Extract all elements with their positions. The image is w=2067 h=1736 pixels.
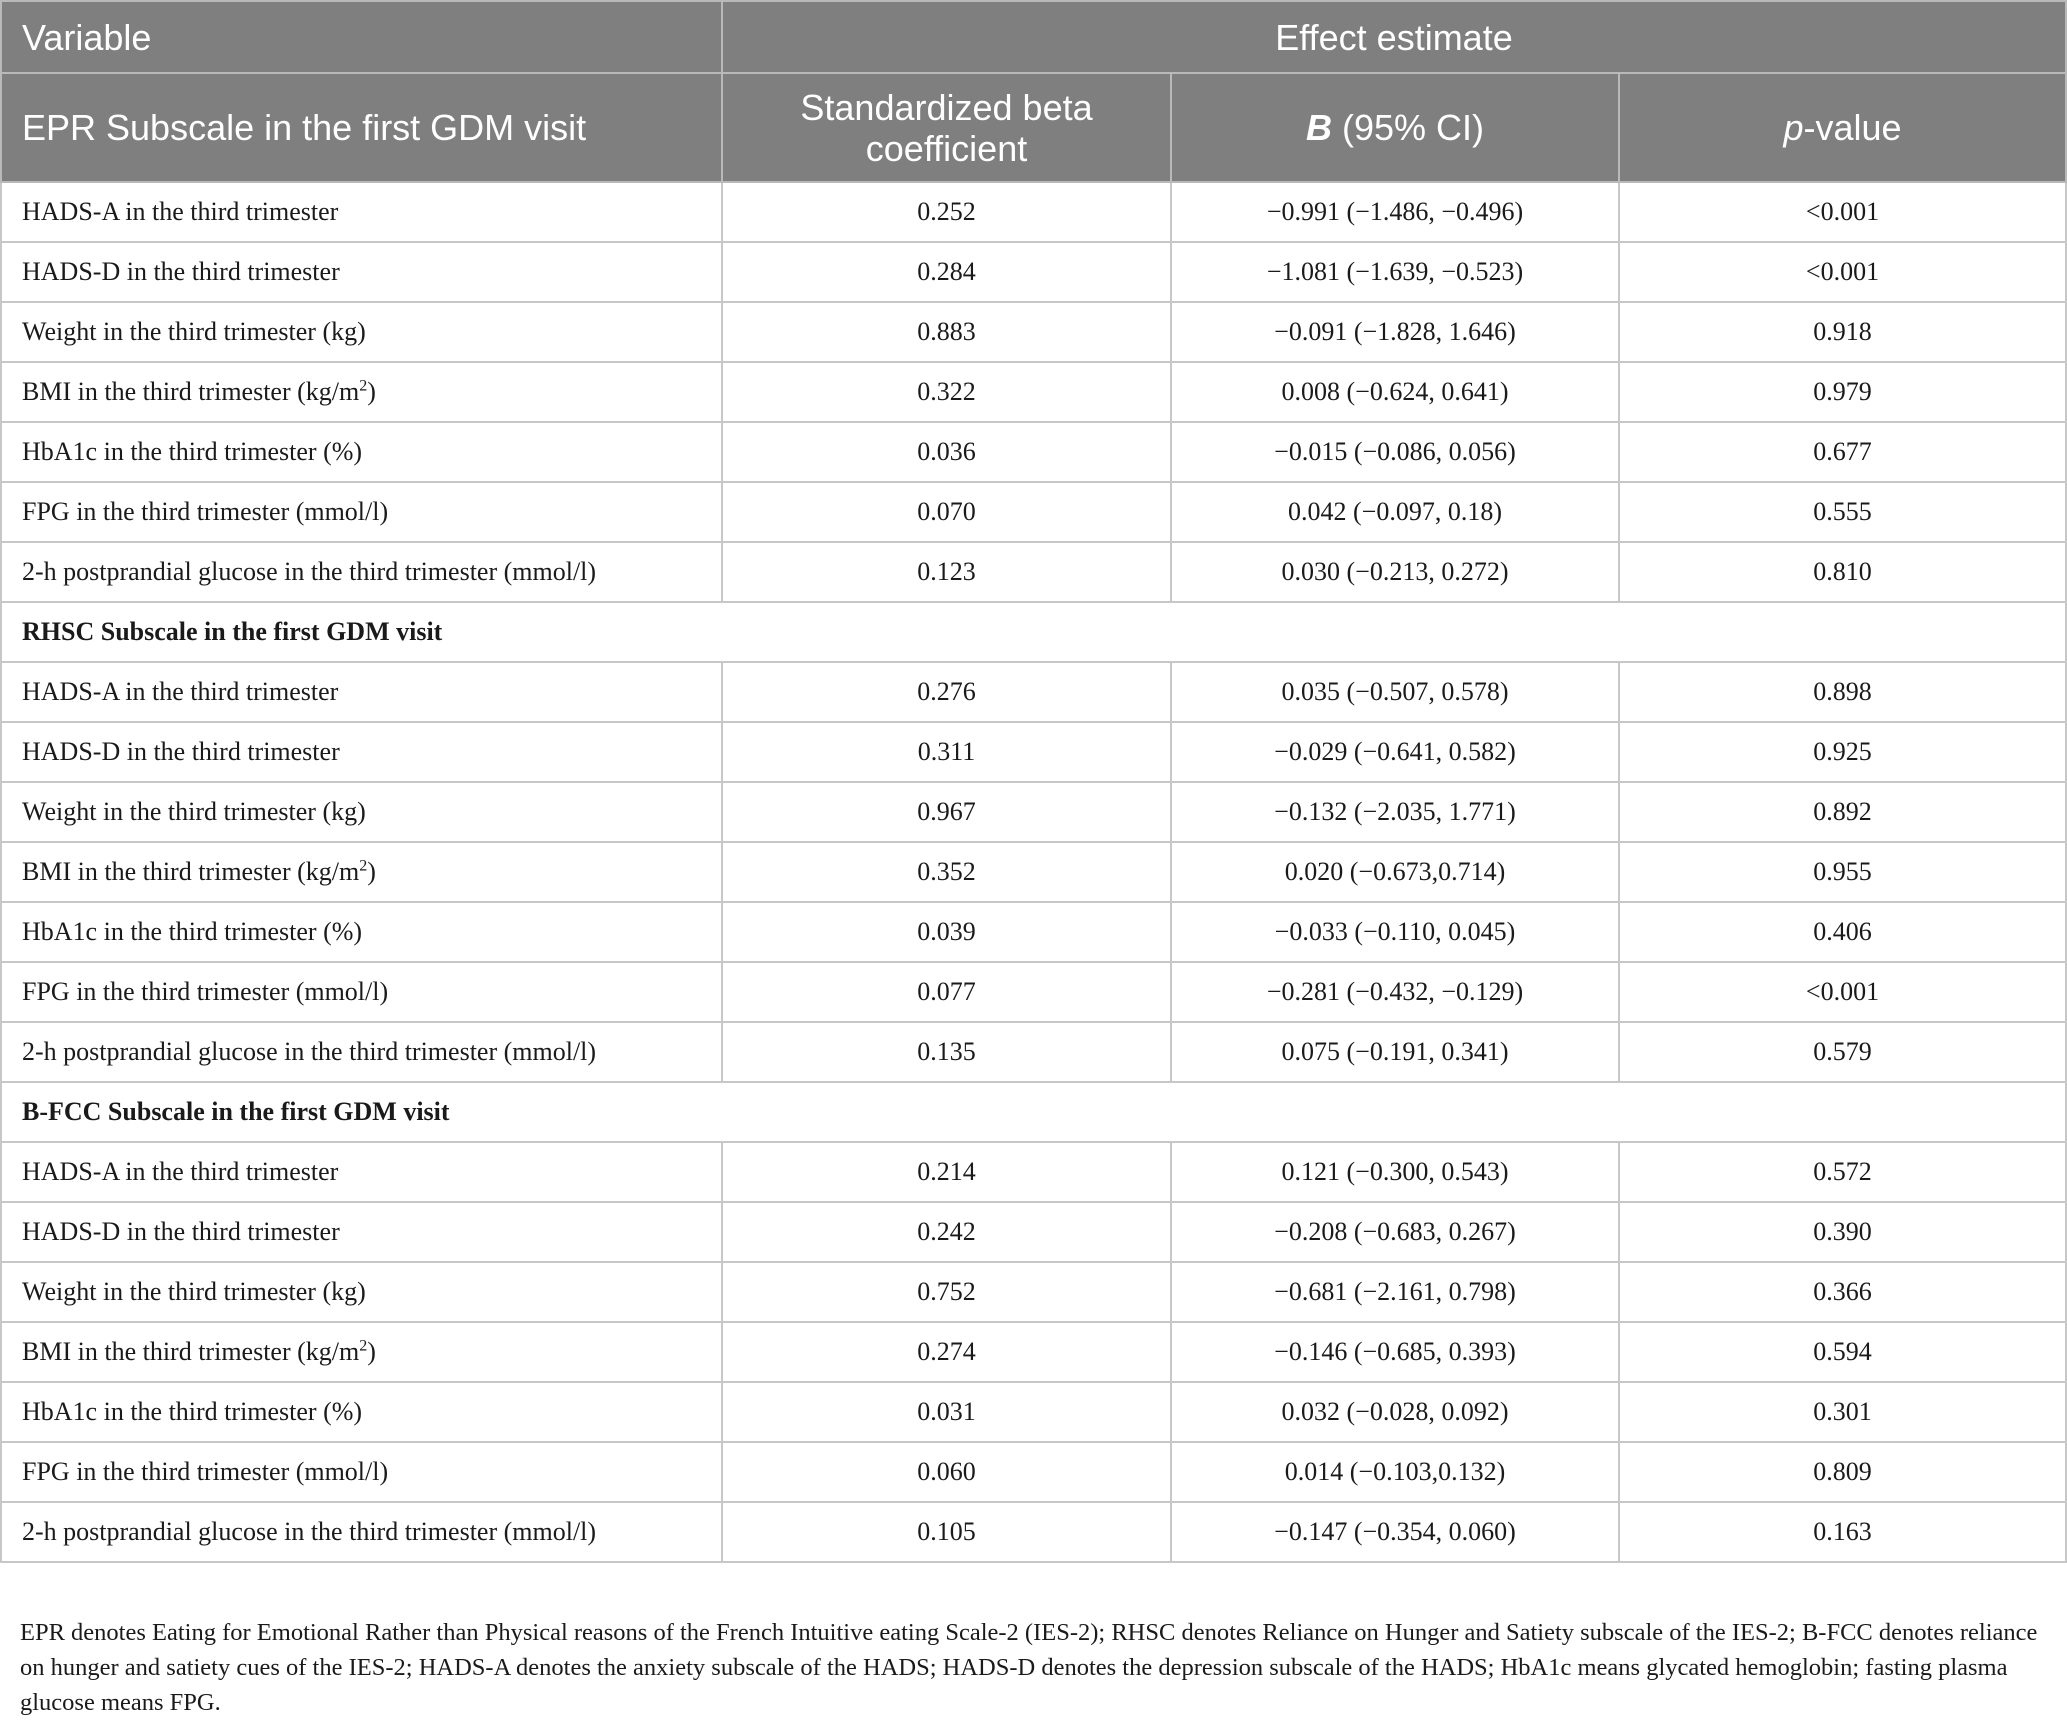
variable-text: HADS-D in the third trimester	[22, 1217, 340, 1246]
p-value-cell: 0.925	[1619, 722, 2066, 782]
variable-cell	[1, 722, 722, 782]
standardized-beta-cell: 0.070	[722, 482, 1171, 542]
standardized-beta-cell: 0.036	[722, 422, 1171, 482]
table-row	[1, 722, 2066, 782]
b-ci-cell: −0.091 (−1.828, 1.646)	[1171, 302, 1619, 362]
header-p-rest: -value	[1803, 107, 1902, 148]
header-effect-estimate: Effect estimate	[722, 1, 2066, 73]
variable-text: FPG in the third trimester (mmol/l)	[22, 497, 389, 526]
header-p-letter: p	[1783, 107, 1804, 148]
header-b-ci	[1171, 73, 1619, 182]
variable-cell	[1, 1022, 722, 1082]
standardized-beta-cell: 0.311	[722, 722, 1171, 782]
section-title: RHSC Subscale in the first GDM visit	[1, 602, 2066, 662]
standardized-beta-cell: 0.284	[722, 242, 1171, 302]
table-row	[1, 902, 2066, 962]
variable-cell	[1, 662, 722, 722]
variable-text: HADS-D in the third trimester	[22, 257, 340, 286]
variable-text: HADS-A in the third trimester	[22, 1157, 339, 1186]
table-row	[1, 662, 2066, 722]
table-body	[1, 182, 2066, 1562]
variable-cell	[1, 902, 722, 962]
variable-cell	[1, 542, 722, 602]
p-value-cell: <0.001	[1619, 182, 2066, 242]
variable-text-end: )	[367, 857, 376, 886]
b-ci-cell: −0.033 (−0.110, 0.045)	[1171, 902, 1619, 962]
standardized-beta-cell: 0.123	[722, 542, 1171, 602]
table-row	[1, 842, 2066, 902]
header-variable: Variable	[1, 1, 722, 73]
header-std-beta-line2: coefficient	[865, 127, 1028, 169]
b-ci-cell: 0.020 (−0.673,0.714)	[1171, 842, 1619, 902]
variable-cell	[1, 302, 722, 362]
standardized-beta-cell: 0.276	[722, 662, 1171, 722]
table-row	[1, 1502, 2066, 1562]
variable-text: HbA1c in the third trimester (%)	[22, 917, 363, 946]
variable-text: Weight in the third trimester (kg)	[22, 1277, 366, 1306]
variable-text-end: )	[367, 377, 376, 406]
table-row	[1, 242, 2066, 302]
standardized-beta-cell: 0.322	[722, 362, 1171, 422]
p-value-cell: 0.810	[1619, 542, 2066, 602]
p-value-cell: 0.572	[1619, 1142, 2066, 1202]
header-std-beta-line1: Standardized beta	[800, 86, 1093, 128]
table-row	[1, 1202, 2066, 1262]
header-b-ci-text: (95% CI)	[1331, 107, 1485, 148]
standardized-beta-cell: 0.967	[722, 782, 1171, 842]
b-ci-cell: 0.014 (−0.103,0.132)	[1171, 1442, 1619, 1502]
variable-cell	[1, 422, 722, 482]
standardized-beta-cell: 0.077	[722, 962, 1171, 1022]
p-value-cell: 0.555	[1619, 482, 2066, 542]
b-ci-cell: −0.132 (−2.035, 1.771)	[1171, 782, 1619, 842]
variable-cell	[1, 1382, 722, 1442]
variable-text: HADS-D in the third trimester	[22, 737, 340, 766]
variable-text-end: )	[367, 1337, 376, 1366]
variable-text: 2-h postprandial glucose in the third trimester (mmol/l)	[22, 1517, 597, 1546]
p-value-cell: <0.001	[1619, 242, 2066, 302]
variable-cell	[1, 1202, 722, 1262]
variable-cell	[1, 962, 722, 1022]
superscript: 2	[359, 377, 368, 395]
standardized-beta-cell: 0.352	[722, 842, 1171, 902]
b-ci-cell: 0.035 (−0.507, 0.578)	[1171, 662, 1619, 722]
b-ci-cell: 0.030 (−0.213, 0.272)	[1171, 542, 1619, 602]
standardized-beta-cell: 0.274	[722, 1322, 1171, 1382]
variable-text: FPG in the third trimester (mmol/l)	[22, 977, 389, 1006]
b-ci-cell: −0.147 (−0.354, 0.060)	[1171, 1502, 1619, 1562]
standardized-beta-cell: 0.883	[722, 302, 1171, 362]
variable-text: 2-h postprandial glucose in the third trimester (mmol/l)	[22, 557, 597, 586]
p-value-cell: 0.955	[1619, 842, 2066, 902]
header-row-2	[1, 73, 2066, 182]
variable-text: Weight in the third trimester (kg)	[22, 317, 366, 346]
variable-cell	[1, 1442, 722, 1502]
section-header-row	[1, 1082, 2066, 1142]
p-value-cell: 0.979	[1619, 362, 2066, 422]
variable-cell	[1, 842, 722, 902]
variable-cell	[1, 1502, 722, 1562]
table-header	[1, 1, 2066, 182]
standardized-beta-cell: 0.242	[722, 1202, 1171, 1262]
p-value-cell: 0.892	[1619, 782, 2066, 842]
variable-cell	[1, 362, 722, 422]
table-row	[1, 182, 2066, 242]
standardized-beta-cell: 0.031	[722, 1382, 1171, 1442]
variable-cell	[1, 1142, 722, 1202]
header-p-value	[1619, 73, 2066, 182]
b-ci-cell: 0.042 (−0.097, 0.18)	[1171, 482, 1619, 542]
variable-cell	[1, 1262, 722, 1322]
standardized-beta-cell: 0.135	[722, 1022, 1171, 1082]
header-row-1	[1, 1, 2066, 73]
variable-cell	[1, 482, 722, 542]
table-row	[1, 422, 2066, 482]
standardized-beta-cell: 0.105	[722, 1502, 1171, 1562]
table-row	[1, 302, 2066, 362]
table-row	[1, 1262, 2066, 1322]
section-title: B-FCC Subscale in the first GDM visit	[1, 1082, 2066, 1142]
variable-text: BMI in the third trimester (kg/m	[22, 1337, 360, 1366]
b-ci-cell: −0.146 (−0.685, 0.393)	[1171, 1322, 1619, 1382]
p-value-cell: 0.809	[1619, 1442, 2066, 1502]
variable-cell	[1, 242, 722, 302]
header-b-letter: B	[1305, 107, 1332, 148]
table-row	[1, 1442, 2066, 1502]
superscript: 2	[359, 857, 368, 875]
b-ci-cell: 0.121 (−0.300, 0.543)	[1171, 1142, 1619, 1202]
variable-text: BMI in the third trimester (kg/m	[22, 857, 360, 886]
b-ci-cell: −0.281 (−0.432, −0.129)	[1171, 962, 1619, 1022]
variable-text: BMI in the third trimester (kg/m	[22, 377, 360, 406]
standardized-beta-cell: 0.214	[722, 1142, 1171, 1202]
b-ci-cell: −0.208 (−0.683, 0.267)	[1171, 1202, 1619, 1262]
b-ci-cell: −0.681 (−2.161, 0.798)	[1171, 1262, 1619, 1322]
standardized-beta-cell: 0.752	[722, 1262, 1171, 1322]
b-ci-cell: −0.029 (−0.641, 0.582)	[1171, 722, 1619, 782]
variable-text: HADS-A in the third trimester	[22, 197, 339, 226]
table-footnote: EPR denotes Eating for Emotional Rather than Physical reasons of the French Intuitive eating Scale-2 (IES-2); RHSC denotes Reliance on Hunger and Satiety subscale of the IES-2; B-FCC denotes reliance on hunger and satiety cues of the IES-2; HADS-A denotes the anxiety subscale of the HADS; HADS-D denotes the depression subscale of the HADS; HbA1c means glycated hemoglobin; fasting plasma glucose means FPG.	[20, 1619, 2038, 1716]
section-header-row	[1, 602, 2066, 662]
table-row	[1, 1322, 2066, 1382]
header-standardized-beta	[722, 73, 1171, 182]
table-row	[1, 482, 2066, 542]
p-value-cell: 0.898	[1619, 662, 2066, 722]
variable-text: FPG in the third trimester (mmol/l)	[22, 1457, 389, 1486]
table-row	[1, 782, 2066, 842]
variable-text: HbA1c in the third trimester (%)	[22, 437, 363, 466]
variable-cell	[1, 782, 722, 842]
b-ci-cell: −0.015 (−0.086, 0.056)	[1171, 422, 1619, 482]
b-ci-cell: −0.991 (−1.486, −0.496)	[1171, 182, 1619, 242]
b-ci-cell: 0.008 (−0.624, 0.641)	[1171, 362, 1619, 422]
table-row	[1, 1142, 2066, 1202]
variable-text: HbA1c in the third trimester (%)	[22, 1397, 363, 1426]
table-row	[1, 1382, 2066, 1442]
standardized-beta-cell: 0.039	[722, 902, 1171, 962]
table-row	[1, 362, 2066, 422]
p-value-cell: 0.366	[1619, 1262, 2066, 1322]
p-value-cell: 0.406	[1619, 902, 2066, 962]
p-value-cell: 0.390	[1619, 1202, 2066, 1262]
p-value-cell: 0.594	[1619, 1322, 2066, 1382]
variable-text: HADS-A in the third trimester	[22, 677, 339, 706]
superscript: 2	[359, 1337, 368, 1355]
p-value-cell: 0.918	[1619, 302, 2066, 362]
p-value-cell: 0.301	[1619, 1382, 2066, 1442]
header-epr-subscale: EPR Subscale in the first GDM visit	[1, 73, 722, 182]
b-ci-cell: 0.032 (−0.028, 0.092)	[1171, 1382, 1619, 1442]
b-ci-cell: 0.075 (−0.191, 0.341)	[1171, 1022, 1619, 1082]
variable-cell	[1, 1322, 722, 1382]
table-row	[1, 542, 2066, 602]
b-ci-cell: −1.081 (−1.639, −0.523)	[1171, 242, 1619, 302]
p-value-cell: 0.579	[1619, 1022, 2066, 1082]
standardized-beta-cell: 0.252	[722, 182, 1171, 242]
p-value-cell: 0.677	[1619, 422, 2066, 482]
p-value-cell: 0.163	[1619, 1502, 2066, 1562]
standardized-beta-cell: 0.060	[722, 1442, 1171, 1502]
table-row	[1, 962, 2066, 1022]
p-value-cell: <0.001	[1619, 962, 2066, 1022]
variable-text: Weight in the third trimester (kg)	[22, 797, 366, 826]
table-row	[1, 1022, 2066, 1082]
variable-text: 2-h postprandial glucose in the third trimester (mmol/l)	[22, 1037, 597, 1066]
variable-cell	[1, 182, 722, 242]
